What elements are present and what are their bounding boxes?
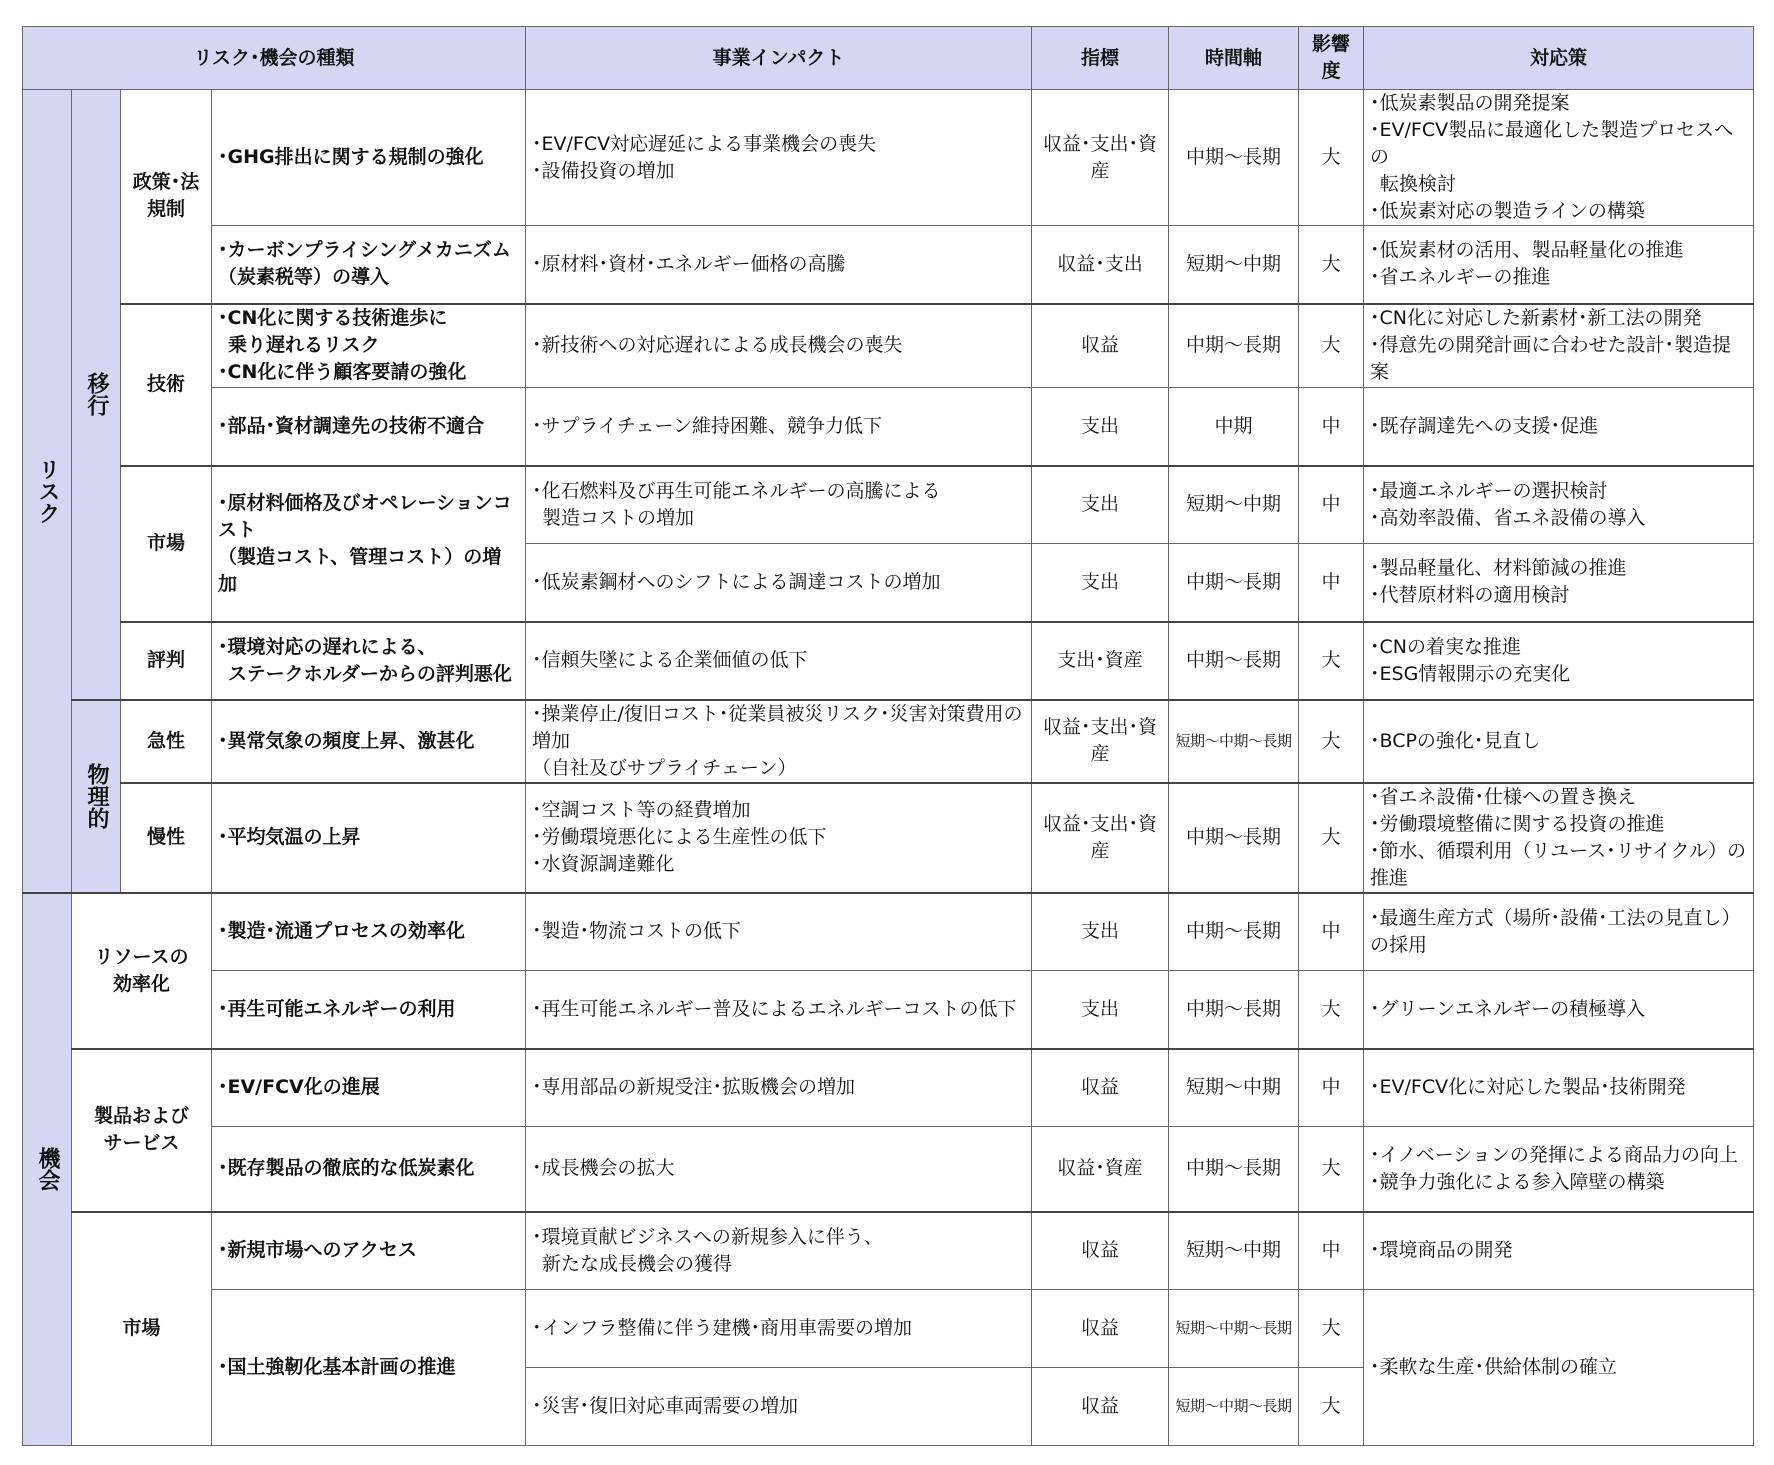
influence-cell: 大 bbox=[1299, 622, 1364, 700]
table-row bbox=[23, 893, 1754, 971]
response-cell: ･最適エネルギーの選択検討 ･高効率設備、省エネ設備の導入 bbox=[1364, 466, 1754, 544]
influence-cell: 中 bbox=[1299, 466, 1364, 544]
impact-cell: ･新技術への対応遅れによる成長機会の喪失 bbox=[526, 304, 1032, 388]
indicator-cell: 収益･資産 bbox=[1032, 1127, 1169, 1212]
indicator-cell: 収益 bbox=[1032, 1368, 1169, 1446]
response-cell: ･省エネ設備･仕様への置き換え ･労働環境整備に関する投資の推進 ･節水、循環利用（リユース･リサイクル）の推進 bbox=[1364, 783, 1754, 893]
table-row bbox=[23, 1127, 1754, 1212]
response-cell: ･CNの着実な推進 ･ESG情報開示の充実化 bbox=[1364, 622, 1754, 700]
response-cell: ･EV/FCV化に対応した製品･技術開発 bbox=[1364, 1049, 1754, 1127]
timeframe-cell: 短期～中期～長期 bbox=[1169, 700, 1299, 783]
indicator-cell: 収益･支出･資産 bbox=[1032, 90, 1169, 226]
indicator-cell: 収益 bbox=[1032, 1212, 1169, 1290]
indicator-cell: 支出 bbox=[1032, 544, 1169, 622]
response-cell: ･既存調達先への支援･促進 bbox=[1364, 388, 1754, 466]
sub-product: 製品およびサービス bbox=[72, 1049, 212, 1212]
impact-cell: ･操業停止/復旧コスト･従業員被災リスク･災害対策費用の増加 （自社及びサプライチェーン） bbox=[526, 700, 1032, 783]
header-impact: 事業インパクト bbox=[526, 27, 1032, 90]
table-row bbox=[23, 90, 1754, 226]
response-cell: ･BCPの強化･見直し bbox=[1364, 700, 1754, 783]
table-row bbox=[23, 1290, 1754, 1368]
header-row bbox=[23, 27, 1754, 90]
risk-item: ･平均気温の上昇 bbox=[212, 783, 526, 893]
header-timeframe: 時間軸 bbox=[1169, 27, 1299, 90]
table-row bbox=[23, 226, 1754, 304]
indicator-cell: 収益･支出･資産 bbox=[1032, 700, 1169, 783]
impact-cell: ･空調コスト等の経費増加 ･労働環境悪化による生産性の低下 ･水資源調達難化 bbox=[526, 783, 1032, 893]
risk-item: ･EV/FCV化の進展 bbox=[212, 1049, 526, 1127]
response-cell: ･柔軟な生産･供給体制の確立 bbox=[1364, 1290, 1754, 1446]
indicator-cell: 支出 bbox=[1032, 466, 1169, 544]
indicator-cell: 収益･支出･資産 bbox=[1032, 783, 1169, 893]
climate-risk-opportunity-table bbox=[22, 26, 1754, 1446]
impact-cell: ･専用部品の新規受注･拡販機会の増加 bbox=[526, 1049, 1032, 1127]
response-cell: ･低炭素材の活用、製品軽量化の推進 ･省エネルギーの推進 bbox=[1364, 226, 1754, 304]
influence-cell: 大 bbox=[1299, 1127, 1364, 1212]
table-row bbox=[23, 783, 1754, 893]
indicator-cell: 収益 bbox=[1032, 304, 1169, 388]
response-cell: ･イノベーションの発揮による商品力の向上 ･競争力強化による参入障壁の構築 bbox=[1364, 1127, 1754, 1212]
response-cell: ･低炭素製品の開発提案 ･EV/FCV製品に最適化した製造プロセスへの 転換検討 ･低炭素対応の製造ラインの構築 bbox=[1364, 90, 1754, 226]
timeframe-cell: 短期～中期～長期 bbox=[1169, 1368, 1299, 1446]
group-physical: 物理的 bbox=[72, 700, 121, 893]
timeframe-cell: 短期～中期 bbox=[1169, 226, 1299, 304]
response-cell: ･製品軽量化、材料節減の推進 ･代替原材料の適用検討 bbox=[1364, 544, 1754, 622]
risk-item: ･再生可能エネルギーの利用 bbox=[212, 971, 526, 1049]
group-transition: 移行 bbox=[72, 90, 121, 700]
group-risk: リスク bbox=[23, 90, 72, 893]
impact-cell: ･災害･復旧対応車両需要の増加 bbox=[526, 1368, 1032, 1446]
timeframe-cell: 短期～中期 bbox=[1169, 466, 1299, 544]
influence-cell: 中 bbox=[1299, 893, 1364, 971]
indicator-cell: 収益 bbox=[1032, 1290, 1169, 1368]
influence-cell: 中 bbox=[1299, 1049, 1364, 1127]
response-cell: ･環境商品の開発 bbox=[1364, 1212, 1754, 1290]
sub-acute: 急性 bbox=[121, 700, 212, 783]
table-row bbox=[23, 304, 1754, 388]
table-row bbox=[23, 1049, 1754, 1127]
influence-cell: 大 bbox=[1299, 304, 1364, 388]
sub-resource: リソースの効率化 bbox=[72, 893, 212, 1049]
indicator-cell: 支出 bbox=[1032, 388, 1169, 466]
risk-item: ･カーボンプライシングメカニズム （炭素税等）の導入 bbox=[212, 226, 526, 304]
influence-cell: 中 bbox=[1299, 1212, 1364, 1290]
timeframe-cell: 中期 bbox=[1169, 388, 1299, 466]
timeframe-cell: 中期～長期 bbox=[1169, 783, 1299, 893]
timeframe-cell: 中期～長期 bbox=[1169, 893, 1299, 971]
response-cell: ･最適生産方式（場所･設備･工法の見直し）の採用 bbox=[1364, 893, 1754, 971]
table-row bbox=[23, 971, 1754, 1049]
table-row bbox=[23, 388, 1754, 466]
header-indicator: 指標 bbox=[1032, 27, 1169, 90]
timeframe-cell: 中期～長期 bbox=[1169, 90, 1299, 226]
influence-cell: 大 bbox=[1299, 783, 1364, 893]
impact-cell: ･インフラ整備に伴う建機･商用車需要の増加 bbox=[526, 1290, 1032, 1368]
impact-cell: ･原材料･資材･エネルギー価格の高騰 bbox=[526, 226, 1032, 304]
influence-cell: 大 bbox=[1299, 226, 1364, 304]
timeframe-cell: 中期～長期 bbox=[1169, 1127, 1299, 1212]
impact-cell: ･再生可能エネルギー普及によるエネルギーコストの低下 bbox=[526, 971, 1032, 1049]
group-opportunity: 機会 bbox=[23, 893, 72, 1446]
impact-cell: ･低炭素鋼材へのシフトによる調達コストの増加 bbox=[526, 544, 1032, 622]
impact-cell: ･EV/FCV対応遅延による事業機会の喪失 ･設備投資の増加 bbox=[526, 90, 1032, 226]
timeframe-cell: 短期～中期～長期 bbox=[1169, 1290, 1299, 1368]
timeframe-cell: 短期～中期 bbox=[1169, 1212, 1299, 1290]
sub-policy: 政策･法規制 bbox=[121, 90, 212, 304]
influence-cell: 大 bbox=[1299, 971, 1364, 1049]
risk-item: ･環境対応の遅れによる、 ステークホルダーからの評判悪化 bbox=[212, 622, 526, 700]
indicator-cell: 支出 bbox=[1032, 971, 1169, 1049]
impact-cell: ･化石燃料及び再生可能エネルギーの高騰による 製造コストの増加 bbox=[526, 466, 1032, 544]
timeframe-cell: 中期～長期 bbox=[1169, 304, 1299, 388]
table-row bbox=[23, 466, 1754, 544]
response-cell: ･CN化に対応した新素材･新工法の開発 ･得意先の開発計画に合わせた設計･製造提案 bbox=[1364, 304, 1754, 388]
influence-cell: 大 bbox=[1299, 700, 1364, 783]
sub-market: 市場 bbox=[121, 466, 212, 622]
risk-item: ･GHG排出に関する規制の強化 bbox=[212, 90, 526, 226]
impact-cell: ･環境貢献ビジネスへの新規参入に伴う、 新たな成長機会の獲得 bbox=[526, 1212, 1032, 1290]
header-influence: 影響度 bbox=[1299, 27, 1364, 90]
sub-chronic: 慢性 bbox=[121, 783, 212, 893]
influence-cell: 中 bbox=[1299, 544, 1364, 622]
sub-market2: 市場 bbox=[72, 1212, 212, 1446]
table-row bbox=[23, 622, 1754, 700]
timeframe-cell: 中期～長期 bbox=[1169, 544, 1299, 622]
risk-item: ･CN化に関する技術進歩に 乗り遅れるリスク ･CN化に伴う顧客要請の強化 bbox=[212, 304, 526, 388]
header-type: リスク･機会の種類 bbox=[23, 27, 526, 90]
impact-cell: ･サプライチェーン維持困難、競争力低下 bbox=[526, 388, 1032, 466]
risk-item: ･異常気象の頻度上昇、激甚化 bbox=[212, 700, 526, 783]
table-row bbox=[23, 700, 1754, 783]
indicator-cell: 収益･支出 bbox=[1032, 226, 1169, 304]
timeframe-cell: 中期～長期 bbox=[1169, 971, 1299, 1049]
timeframe-cell: 中期～長期 bbox=[1169, 622, 1299, 700]
influence-cell: 大 bbox=[1299, 90, 1364, 226]
influence-cell: 大 bbox=[1299, 1368, 1364, 1446]
risk-item: ･既存製品の徹底的な低炭素化 bbox=[212, 1127, 526, 1212]
sub-tech: 技術 bbox=[121, 304, 212, 466]
header-response: 対応策 bbox=[1364, 27, 1754, 90]
risk-item: ･部品･資材調達先の技術不適合 bbox=[212, 388, 526, 466]
response-cell: ･グリーンエネルギーの積極導入 bbox=[1364, 971, 1754, 1049]
impact-cell: ･信頼失墜による企業価値の低下 bbox=[526, 622, 1032, 700]
indicator-cell: 支出 bbox=[1032, 893, 1169, 971]
risk-item: ･製造･流通プロセスの効率化 bbox=[212, 893, 526, 971]
influence-cell: 中 bbox=[1299, 388, 1364, 466]
impact-cell: ･成長機会の拡大 bbox=[526, 1127, 1032, 1212]
sub-reputation: 評判 bbox=[121, 622, 212, 700]
impact-cell: ･製造･物流コストの低下 bbox=[526, 893, 1032, 971]
indicator-cell: 支出･資産 bbox=[1032, 622, 1169, 700]
indicator-cell: 収益 bbox=[1032, 1049, 1169, 1127]
table-row bbox=[23, 1212, 1754, 1290]
risk-item: ･国土強靭化基本計画の推進 bbox=[212, 1290, 526, 1446]
influence-cell: 大 bbox=[1299, 1290, 1364, 1368]
risk-item: ･原材料価格及びオペレーションコスト （製造コスト、管理コスト）の増加 bbox=[212, 466, 526, 622]
risk-item: ･新規市場へのアクセス bbox=[212, 1212, 526, 1290]
timeframe-cell: 短期～中期 bbox=[1169, 1049, 1299, 1127]
